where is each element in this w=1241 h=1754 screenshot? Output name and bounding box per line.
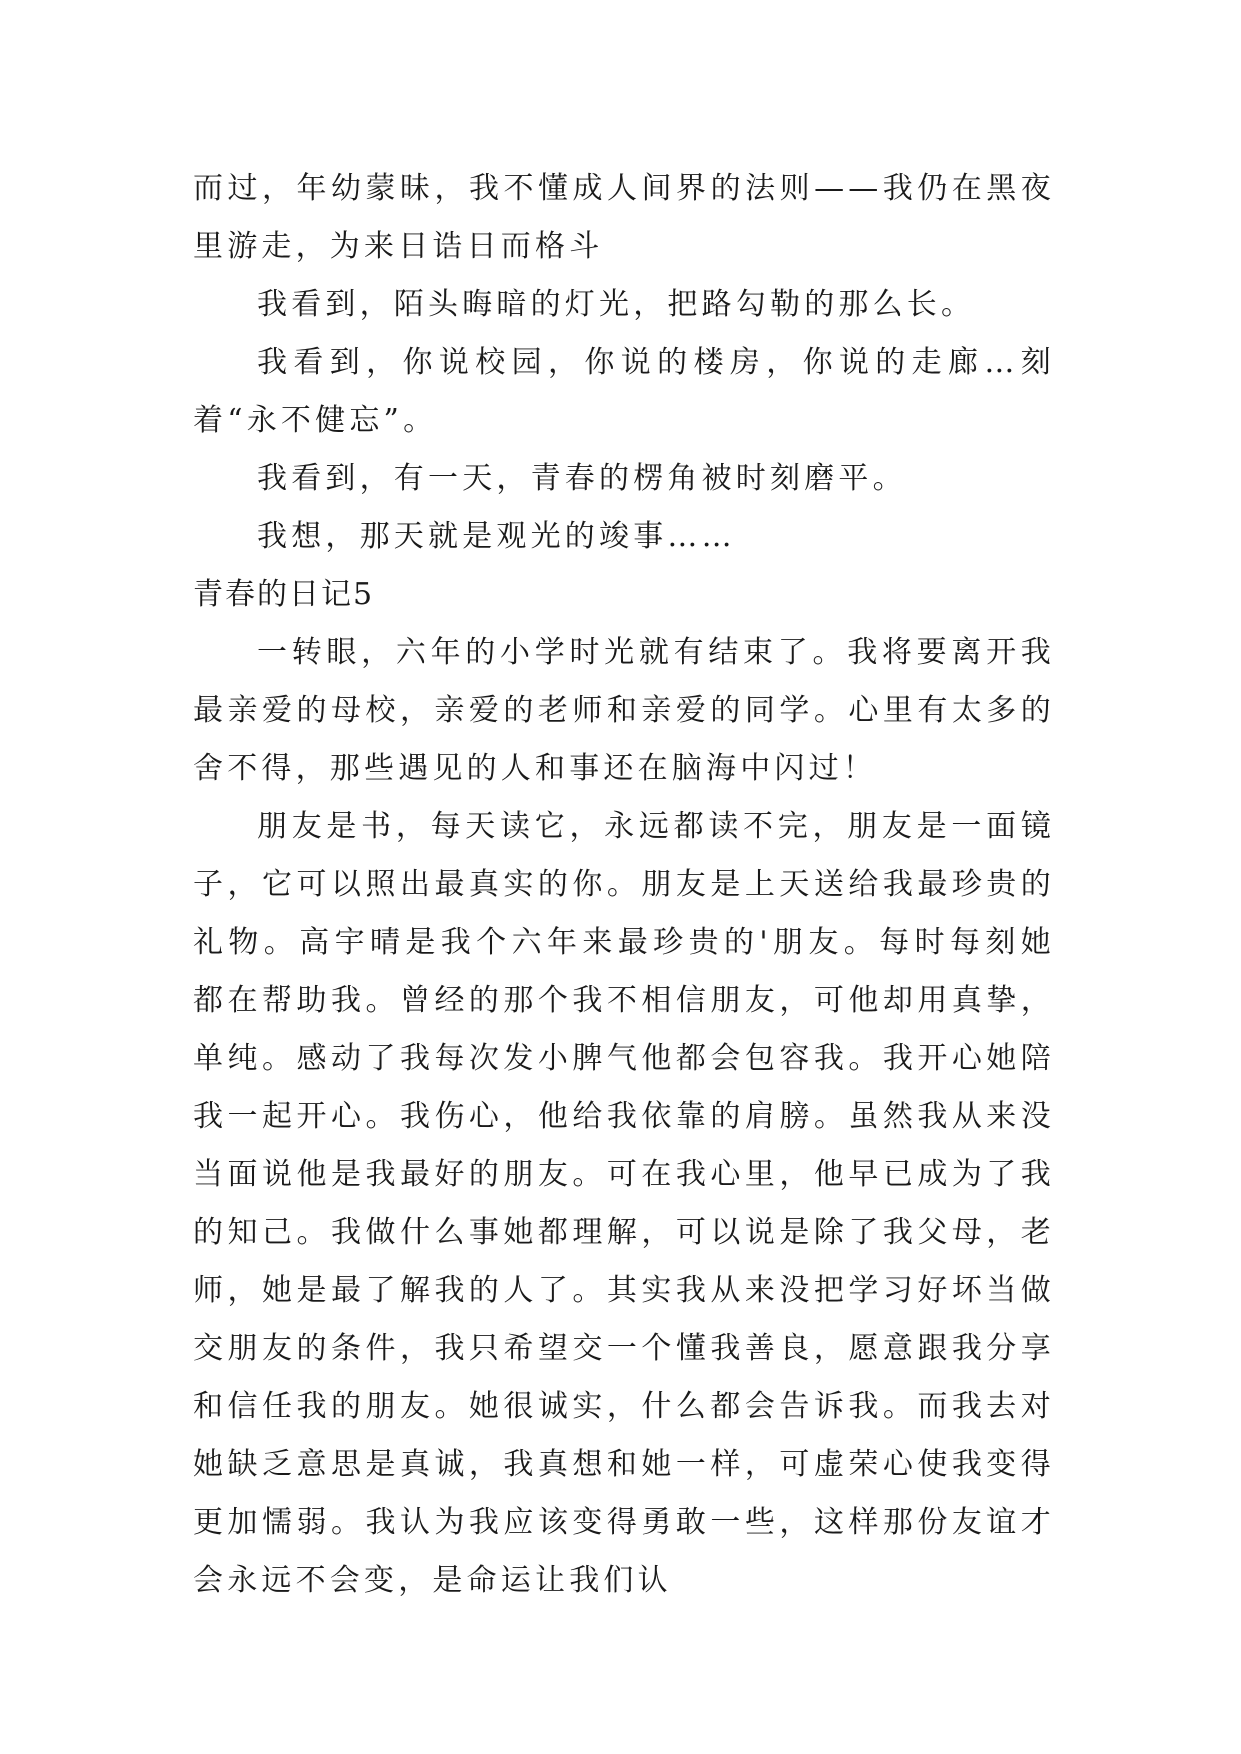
paragraph: 我看到，你说校园，你说的楼房，你说的走廊…刻着“永不健忘”。	[193, 345, 1055, 438]
section-title: 青春的日记5	[193, 577, 375, 612]
paragraph: 朋友是书，每天读它，永远都读不完，朋友是一面镜子，它可以照出最真实的你。朋友是上天送给我最珍贵的礼物。高宇晴是我个六年来最珍贵的'朋友。每时每刻她都在帮助我。曾经的那个我不相信朋友，可他却用真挚，单纯。感动了我每次发小脾气他都会包容我。我开心她陪我一起开心。我伤心，他给我依靠的肩膀。虽然我从来没当面说他是我最好的朋友。可在我心里，他早已成为了我的知己。我做什么事她都理解，可以说是除了我父母，老师，她是最了解我的人了。其实我从来没把学习好坏当做交朋友的条件，我只希望交一个懂我善良，愿意跟我分享和信任我的朋友。她很诚实，什么都会告诉我。而我去对她缺乏意思是真诚，我真想和她一样，可虚荣心使我变得更加懦弱。我认为我应该变得勇敢一些，这样那份友谊才会永远不会变，是命运让我们认	[193, 809, 1055, 1598]
document-body	[193, 160, 1055, 1610]
paragraph: 我看到，陌头晦暗的灯光，把路勾勒的那么长。	[257, 287, 976, 322]
paragraph: 一转眼，六年的小学时光就有结束了。我将要离开我最亲爱的母校，亲爱的老师和亲爱的同学。心里有太多的舍不得，那些遇见的人和事还在脑海中闪过！	[193, 635, 1055, 786]
paragraph: 我想，那天就是观光的竣事……	[257, 519, 736, 554]
paragraph: 我看到，有一天，青春的楞角被时刻磨平。	[257, 461, 907, 496]
paragraph: 而过，年幼蒙昧，我不懂成人间界的法则——我仍在黑夜里游走，为来日诰日而格斗	[193, 171, 1055, 264]
